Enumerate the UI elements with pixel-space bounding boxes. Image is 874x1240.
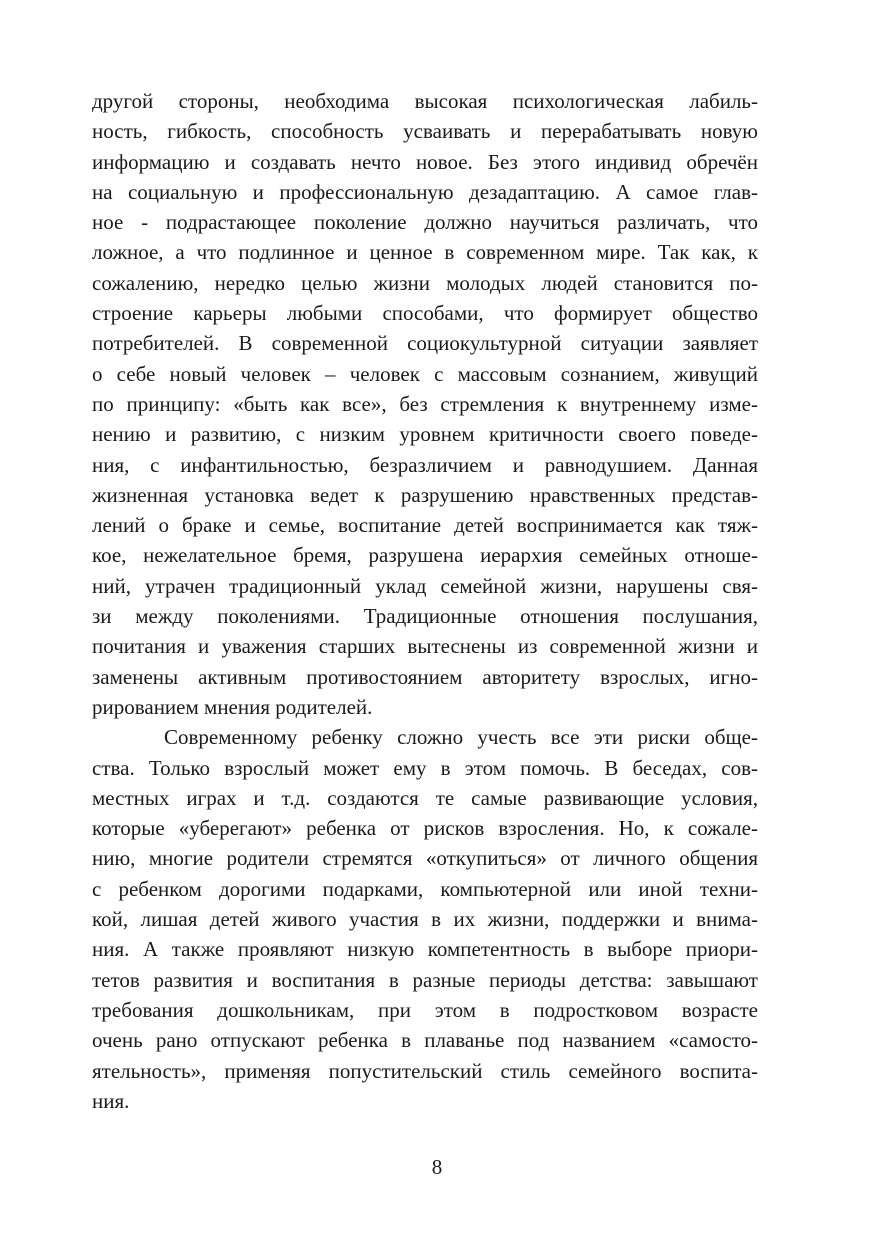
text-line: потребителей. В современной социокультурной ситуации заявляет <box>92 331 758 356</box>
text-line: ния. А также проявляют низкую компетентность в выборе приори- <box>92 937 758 962</box>
text-line: ложное, а что подлинное и ценное в современном мире. Так как, к <box>92 240 758 265</box>
text-line: ний, утрачен традиционный уклад семейной жизни, нарушены свя- <box>92 573 758 598</box>
text-line: местных играх и т.д. создаются те самые развивающие условия, <box>92 785 758 810</box>
text-line: ния, с инфантильностью, безразличием и равнодушием. Данная <box>92 452 758 477</box>
body-text <box>92 86 758 1116</box>
text-line: лений о браке и семье, воспитание детей воспринимается как тяж- <box>92 513 758 538</box>
text-line: жизненная установка ведет к разрушению нравственных представ- <box>92 482 758 507</box>
text-line: с ребенком дорогими подарками, компьютерной или иной техни- <box>92 876 758 901</box>
text-line: требования дошкольникам, при этом в подростковом возрасте <box>92 997 758 1022</box>
text-line: информацию и создавать нечто новое. Без этого индивид обречён <box>92 149 758 174</box>
paragraph <box>92 86 758 722</box>
text-line: очень рано отпускают ребенка в плаванье под названием «самосто- <box>92 1028 758 1053</box>
text-line: рированием мнения родителей. <box>92 694 373 719</box>
page-number: 8 <box>431 1155 443 1179</box>
text-line: ятельность», применяя попустительский стиль семейного воспита- <box>92 1058 758 1083</box>
text-line: заменены активным противостоянием авторитету взрослых, игно- <box>92 664 758 689</box>
text-line: на социальную и профессиональную дезадаптацию. А самое глав- <box>92 179 758 204</box>
text-line: о себе новый человек – человек с массовым сознанием, живущий <box>92 361 758 386</box>
text-line: кое, нежелательное бремя, разрушена иерархия семейных отноше- <box>92 543 758 568</box>
text-line: которые «уберегают» ребенка от рисков взросления. Но, к сожале- <box>92 816 758 841</box>
paragraph <box>92 722 758 1116</box>
text-line: нению и развитию, с низким уровнем критичности своего поведе- <box>92 422 758 447</box>
text-line: ное - подрастающее поколение должно научиться различать, что <box>92 210 758 235</box>
text-line: ность, гибкость, способность усваивать и перерабатывать новую <box>92 119 758 144</box>
text-line: кой, лишая детей живого участия в их жизни, поддержки и внима- <box>92 907 758 932</box>
text-line: по принципу: «быть как все», без стремления к внутреннему изме- <box>92 391 758 416</box>
text-line: другой стороны, необходима высокая психологическая лабиль- <box>92 89 758 113</box>
text-line: тетов развития и воспитания в разные периоды детства: завышают <box>92 967 758 992</box>
text-line: строение карьеры любыми способами, что формирует общество <box>92 301 758 326</box>
text-line: сожалению, нередко целью жизни молодых людей становится по- <box>92 270 758 295</box>
text-line: почитания и уважения старших вытеснены из современной жизни и <box>92 634 758 659</box>
text-line: ния. <box>92 1088 130 1113</box>
text-line: зи между поколениями. Традиционные отношения послушания, <box>92 604 758 629</box>
text-line: ства. Только взрослый может ему в этом помочь. В беседах, сов- <box>92 755 758 780</box>
text-line: нию, многие родители стремятся «откупиться» от личного общения <box>92 846 758 871</box>
text-line: Современному ребенку сложно учесть все эти риски обще- <box>164 725 758 750</box>
